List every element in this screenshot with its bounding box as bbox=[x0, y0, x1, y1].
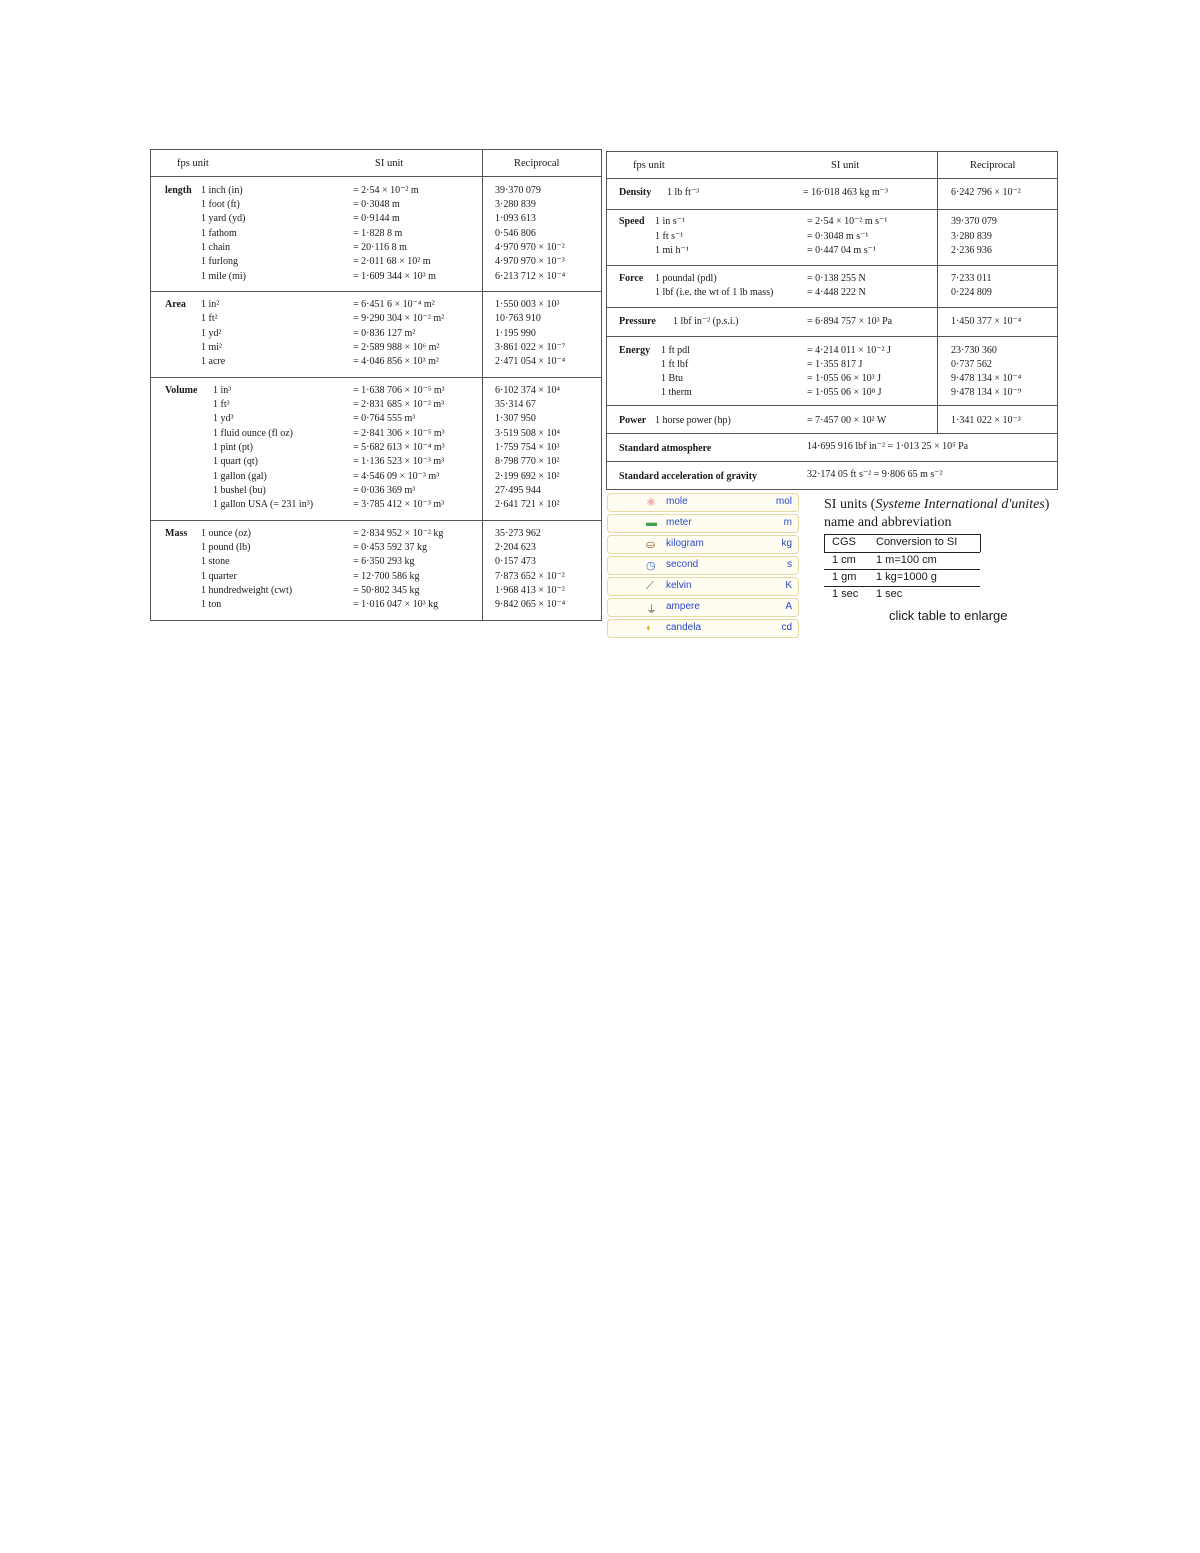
si-unit-cell: = 1·638 706 × 10⁻⁵ m³ bbox=[353, 385, 445, 396]
si-unit-name: second bbox=[666, 559, 699, 570]
fps-unit-cell: 1 ounce (oz) bbox=[201, 528, 251, 539]
si-unit-name: candela bbox=[666, 622, 702, 633]
si-unit-cell: = 9·290 304 × 10⁻² m² bbox=[353, 313, 445, 324]
si-unit-cell: = 2·589 988 × 10⁶ m² bbox=[353, 342, 440, 353]
reciprocal-cell: 35·273 962 bbox=[495, 528, 541, 539]
si-unit-cell: = 4·046 856 × 10³ m² bbox=[353, 356, 439, 367]
ruler-icon: ▬ bbox=[646, 517, 657, 529]
cgs-header-cgs: CGS bbox=[832, 536, 856, 548]
cgs-cell: 1 m=100 cm bbox=[876, 554, 937, 566]
fps-unit-cell: 1 ft³ bbox=[213, 399, 230, 410]
si-unit-cell: = 12·700 586 kg bbox=[353, 571, 420, 582]
table-border bbox=[824, 534, 980, 535]
fps-unit-cell: 1 gallon (gal) bbox=[213, 471, 267, 482]
fps-unit-cell: 1 yd² bbox=[201, 328, 222, 339]
fps-unit-cell: 1 pound (lb) bbox=[201, 542, 251, 553]
si-unit-cell: = 0·036 369 m³ bbox=[353, 485, 416, 496]
reciprocal-cell: 23·730 360 bbox=[951, 345, 997, 356]
reciprocal-cell: 3·861 022 × 10⁻⁷ bbox=[495, 342, 566, 353]
fps-unit-cell: 1 yard (yd) bbox=[201, 213, 246, 224]
reciprocal-cell: 4·970 970 × 10⁻² bbox=[495, 242, 565, 253]
fps-unit-cell: 1 inch (in) bbox=[201, 185, 243, 196]
si-title-suffix: ) name and abbreviation bbox=[824, 497, 1050, 530]
table-border bbox=[824, 586, 980, 587]
cgs-cell: 1 sec bbox=[876, 588, 903, 600]
si-unit-abbr: kg bbox=[781, 538, 792, 549]
header-fps-unit: fps unit bbox=[633, 160, 665, 171]
fps-unit-cell: 1 furlong bbox=[201, 256, 238, 267]
thermometer-icon: ⟋ bbox=[646, 580, 654, 592]
reciprocal-cell: 2·471 054 × 10⁻⁴ bbox=[495, 356, 566, 367]
si-unit-item-kelvin[interactable] bbox=[607, 577, 799, 596]
fps-unit-cell: 1 fluid ounce (fl oz) bbox=[213, 428, 293, 439]
si-unit-item-kilogram[interactable] bbox=[607, 535, 799, 554]
section-divider bbox=[607, 336, 1057, 337]
table-header bbox=[151, 150, 601, 177]
si-unit-abbr: A bbox=[785, 601, 792, 612]
section-divider bbox=[607, 461, 1057, 462]
fps-unit-cell: 1 mile (mi) bbox=[201, 271, 246, 282]
si-unit-name: kilogram bbox=[666, 538, 704, 549]
fps-unit-cell: 1 mi h⁻¹ bbox=[655, 245, 689, 256]
reciprocal-cell: 8·798 770 × 10² bbox=[495, 456, 560, 467]
fps-unit-cell: 1 ton bbox=[201, 599, 222, 610]
category-label: Speed bbox=[619, 216, 645, 227]
reciprocal-cell: 1·195 990 bbox=[495, 328, 536, 339]
si-unit-item-mole[interactable] bbox=[607, 493, 799, 512]
reciprocal-cell: 39·370 079 bbox=[495, 185, 541, 196]
si-unit-name: kelvin bbox=[666, 580, 692, 591]
si-unit-cell: = 3·785 412 × 10⁻³ m³ bbox=[353, 499, 445, 510]
category-label: length bbox=[165, 185, 192, 196]
si-unit-cell: = 2·54 × 10⁻² m s⁻¹ bbox=[807, 216, 888, 227]
si-unit-cell: = 0·3048 m bbox=[353, 199, 400, 210]
si-units-title bbox=[824, 496, 1054, 532]
si-unit-cell: = 0·764 555 m³ bbox=[353, 413, 416, 424]
si-title-prefix: SI units ( bbox=[824, 497, 876, 512]
reciprocal-cell: 1·550 003 × 10³ bbox=[495, 299, 560, 310]
category-label: Volume bbox=[165, 385, 198, 396]
bulb-icon: ◐ bbox=[646, 622, 653, 634]
si-unit-cell: = 4·546 09 × 10⁻³ m³ bbox=[353, 471, 440, 482]
category-label: Pressure bbox=[619, 316, 656, 327]
si-unit-cell: = 2·831 685 × 10⁻² m³ bbox=[353, 399, 445, 410]
section-divider bbox=[607, 405, 1057, 406]
fps-unit-cell: 1 in³ bbox=[213, 385, 232, 396]
fps-unit-cell: 1 fathom bbox=[201, 228, 237, 239]
reciprocal-cell: 2·236 936 bbox=[951, 245, 992, 256]
si-unit-cell: = 20·116 8 m bbox=[353, 242, 407, 253]
category-label: Power bbox=[619, 415, 647, 426]
fps-unit-cell: 1 chain bbox=[201, 242, 231, 253]
si-unit-cell: = 0·138 255 N bbox=[807, 273, 866, 284]
fps-unit-cell: 1 ft pdl bbox=[661, 345, 690, 356]
si-unit-cell: = 0·453 592 37 kg bbox=[353, 542, 427, 553]
molecule-icon: ⚛ bbox=[646, 497, 656, 509]
fps-unit-cell: 1 ft lbf bbox=[661, 359, 689, 370]
si-unit-item-candela[interactable] bbox=[607, 619, 799, 638]
enlarge-link[interactable]: click table to enlarge bbox=[889, 608, 1008, 623]
si-unit-cell: = 50·802 345 kg bbox=[353, 585, 420, 596]
cgs-cell: 1 kg=1000 g bbox=[876, 571, 937, 583]
si-unit-cell: = 1·016 047 × 10³ kg bbox=[353, 599, 439, 610]
reciprocal-cell: 6·213 712 × 10⁻⁴ bbox=[495, 271, 566, 282]
header-si-unit: SI unit bbox=[831, 160, 860, 171]
fps-unit-cell: 1 lbf (i.e. the wt of 1 lb mass) bbox=[655, 287, 774, 298]
fps-unit-cell: 1 lbf in⁻² (p.s.i.) bbox=[673, 316, 739, 327]
reciprocal-cell: 4·970 970 × 10⁻³ bbox=[495, 256, 565, 267]
si-unit-name: mole bbox=[666, 496, 688, 507]
std-atmosphere-value: 14·695 916 lbf in⁻² = 1·013 25 × 10⁵ Pa bbox=[807, 441, 969, 452]
reciprocal-cell: 0·737 562 bbox=[951, 359, 992, 370]
fps-unit-cell: 1 foot (ft) bbox=[201, 199, 240, 210]
fps-unit-cell: 1 in² bbox=[201, 299, 220, 310]
table-border bbox=[980, 534, 981, 552]
stopwatch-icon: ◷ bbox=[646, 560, 656, 572]
reciprocal-cell: 1·341 022 × 10⁻³ bbox=[951, 415, 1021, 426]
reciprocal-cell: 9·478 134 × 10⁻⁴ bbox=[951, 373, 1022, 384]
si-unit-cell: = 6·451 6 × 10⁻⁴ m² bbox=[353, 299, 435, 310]
reciprocal-cell: 9·478 134 × 10⁻⁹ bbox=[951, 387, 1022, 398]
si-unit-abbr: K bbox=[785, 580, 792, 591]
category-label: Force bbox=[619, 273, 644, 284]
fps-conversion-table-left[interactable] bbox=[150, 149, 602, 621]
reciprocal-cell: 0·157 473 bbox=[495, 556, 536, 567]
section-divider bbox=[151, 520, 601, 521]
reciprocal-cell: 7·233 011 bbox=[951, 273, 992, 284]
column-divider bbox=[937, 152, 938, 433]
section-divider bbox=[607, 433, 1057, 434]
reciprocal-cell: 2·641 721 × 10² bbox=[495, 499, 560, 510]
si-unit-cell: = 2·011 68 × 10² m bbox=[353, 256, 431, 267]
column-divider bbox=[482, 150, 483, 620]
fps-unit-cell: 1 yd³ bbox=[213, 413, 234, 424]
si-unit-cell: = 1·055 06 × 10⁸ J bbox=[807, 387, 882, 398]
fps-unit-cell: 1 Btu bbox=[661, 373, 683, 384]
si-unit-item-ampere[interactable] bbox=[607, 598, 799, 617]
table-header bbox=[607, 152, 1057, 179]
si-unit-cell: = 2·841 306 × 10⁻⁵ m³ bbox=[353, 428, 445, 439]
fps-unit-cell: 1 pint (pt) bbox=[213, 442, 253, 453]
table-border bbox=[824, 552, 980, 553]
cgs-cell: 1 cm bbox=[832, 554, 856, 566]
si-unit-cell: = 1·828 8 m bbox=[353, 228, 403, 239]
reciprocal-cell: 1·450 377 × 10⁻⁴ bbox=[951, 316, 1022, 327]
reciprocal-cell: 0·224 809 bbox=[951, 287, 992, 298]
category-label: Density bbox=[619, 187, 652, 198]
si-unit-cell: = 2·834 952 × 10⁻² kg bbox=[353, 528, 444, 539]
si-unit-abbr: s bbox=[787, 559, 792, 570]
si-unit-item-meter[interactable] bbox=[607, 514, 799, 533]
fps-unit-cell: 1 bushel (bu) bbox=[213, 485, 266, 496]
reciprocal-cell: 2·204 623 bbox=[495, 542, 536, 553]
reciprocal-cell: 3·280 839 bbox=[951, 231, 992, 242]
reciprocal-cell: 9·842 065 × 10⁻⁴ bbox=[495, 599, 566, 610]
category-label: Mass bbox=[165, 528, 188, 539]
si-unit-cell: = 6·894 757 × 10³ Pa bbox=[807, 316, 893, 327]
fps-unit-cell: 1 quarter bbox=[201, 571, 237, 582]
si-unit-cell: = 4·448 222 N bbox=[807, 287, 866, 298]
reciprocal-cell: 1·093 613 bbox=[495, 213, 536, 224]
reciprocal-cell: 10·763 910 bbox=[495, 313, 541, 324]
std-gravity-value: 32·174 05 ft s⁻² = 9·806 65 m s⁻² bbox=[807, 469, 943, 480]
si-unit-cell: = 1·055 06 × 10³ J bbox=[807, 373, 881, 384]
fps-unit-cell: 1 lb ft⁻³ bbox=[667, 187, 700, 198]
si-unit-name: meter bbox=[666, 517, 692, 528]
si-base-units-list[interactable] bbox=[607, 493, 799, 640]
table-border bbox=[824, 534, 825, 552]
reciprocal-cell: 6·102 374 × 10⁴ bbox=[495, 385, 560, 396]
fps-unit-cell: 1 horse power (hp) bbox=[655, 415, 731, 426]
section-divider bbox=[151, 377, 601, 378]
fps-conversion-table-right[interactable] bbox=[606, 151, 1058, 490]
si-unit-cell: = 0·3048 m s⁻¹ bbox=[807, 231, 869, 242]
reciprocal-cell: 3·280 839 bbox=[495, 199, 536, 210]
header-si-unit: SI unit bbox=[375, 158, 404, 169]
reciprocal-cell: 1·307 950 bbox=[495, 413, 536, 424]
fps-unit-cell: 1 hundredweight (cwt) bbox=[201, 585, 293, 596]
reciprocal-cell: 27·495 944 bbox=[495, 485, 541, 496]
section-divider bbox=[151, 291, 601, 292]
si-unit-cell: = 1·609 344 × 10³ m bbox=[353, 271, 436, 282]
fps-unit-cell: 1 acre bbox=[201, 356, 226, 367]
header-fps-unit: fps unit bbox=[177, 158, 209, 169]
fps-unit-cell: 1 mi² bbox=[201, 342, 223, 353]
reciprocal-cell: 1·968 413 × 10⁻² bbox=[495, 585, 565, 596]
header-reciprocal: Reciprocal bbox=[514, 158, 560, 169]
section-divider bbox=[607, 307, 1057, 308]
si-unit-cell: = 2·54 × 10⁻² m bbox=[353, 185, 419, 196]
si-unit-abbr: m bbox=[783, 517, 792, 528]
reciprocal-cell: 3·519 508 × 10⁴ bbox=[495, 428, 560, 439]
table-border bbox=[824, 569, 980, 570]
si-unit-cell: = 5·682 613 × 10⁻⁴ m³ bbox=[353, 442, 445, 453]
cgs-cell: 1 gm bbox=[832, 571, 857, 583]
si-unit-cell: = 4·214 011 × 10⁻² J bbox=[807, 345, 891, 356]
si-unit-cell: = 1·136 523 × 10⁻³ m³ bbox=[353, 456, 445, 467]
section-divider bbox=[607, 209, 1057, 210]
fps-unit-cell: 1 quart (qt) bbox=[213, 456, 258, 467]
si-unit-cell: = 0·447 04 m s⁻¹ bbox=[807, 245, 876, 256]
reciprocal-cell: 6·242 796 × 10⁻² bbox=[951, 187, 1021, 198]
reciprocal-cell: 7·873 652 × 10⁻² bbox=[495, 571, 565, 582]
si-unit-name: ampere bbox=[666, 601, 700, 612]
category-label: Area bbox=[165, 299, 186, 310]
reciprocal-cell: 0·546 806 bbox=[495, 228, 536, 239]
cgs-header-conversion: Conversion to SI bbox=[876, 536, 958, 548]
weight-icon: ⛀ bbox=[646, 539, 656, 551]
fps-unit-cell: 1 ft s⁻¹ bbox=[655, 231, 684, 242]
fps-unit-cell: 1 in s⁻¹ bbox=[655, 216, 685, 227]
si-unit-cell: = 0·9144 m bbox=[353, 213, 400, 224]
fps-unit-cell: 1 gallon USA (= 231 in³) bbox=[213, 499, 314, 510]
cgs-cell: 1 sec bbox=[832, 588, 859, 600]
category-label: Energy bbox=[619, 345, 651, 356]
header-reciprocal: Reciprocal bbox=[970, 160, 1016, 171]
si-unit-cell: = 1·355 817 J bbox=[807, 359, 863, 370]
section-divider bbox=[607, 265, 1057, 266]
si-unit-cell: = 7·457 00 × 10² W bbox=[807, 415, 887, 426]
reciprocal-cell: 2·199 692 × 10² bbox=[495, 471, 560, 482]
si-unit-abbr: mol bbox=[775, 496, 792, 507]
plug-icon: ⏚ bbox=[646, 604, 657, 616]
si-unit-cell: = 0·836 127 m² bbox=[353, 328, 416, 339]
si-unit-cell: = 6·350 293 kg bbox=[353, 556, 415, 567]
fps-unit-cell: 1 ft² bbox=[201, 313, 218, 324]
reciprocal-cell: 35·314 67 bbox=[495, 399, 536, 410]
si-unit-item-second[interactable] bbox=[607, 556, 799, 575]
fps-unit-cell: 1 therm bbox=[661, 387, 692, 398]
reciprocal-cell: 39·370 079 bbox=[951, 216, 997, 227]
si-title-emphasis: Systeme International d'unites bbox=[875, 497, 1045, 512]
si-unit-cell: = 16·018 463 kg m⁻³ bbox=[803, 187, 889, 198]
reciprocal-cell: 1·759 754 × 10³ bbox=[495, 442, 560, 453]
std-atmosphere-label: Standard atmosphere bbox=[619, 443, 712, 454]
fps-unit-cell: 1 poundal (pdl) bbox=[655, 273, 717, 284]
fps-unit-cell: 1 stone bbox=[201, 556, 230, 567]
si-unit-abbr: cd bbox=[781, 622, 792, 633]
std-gravity-label: Standard acceleration of gravity bbox=[619, 471, 758, 482]
